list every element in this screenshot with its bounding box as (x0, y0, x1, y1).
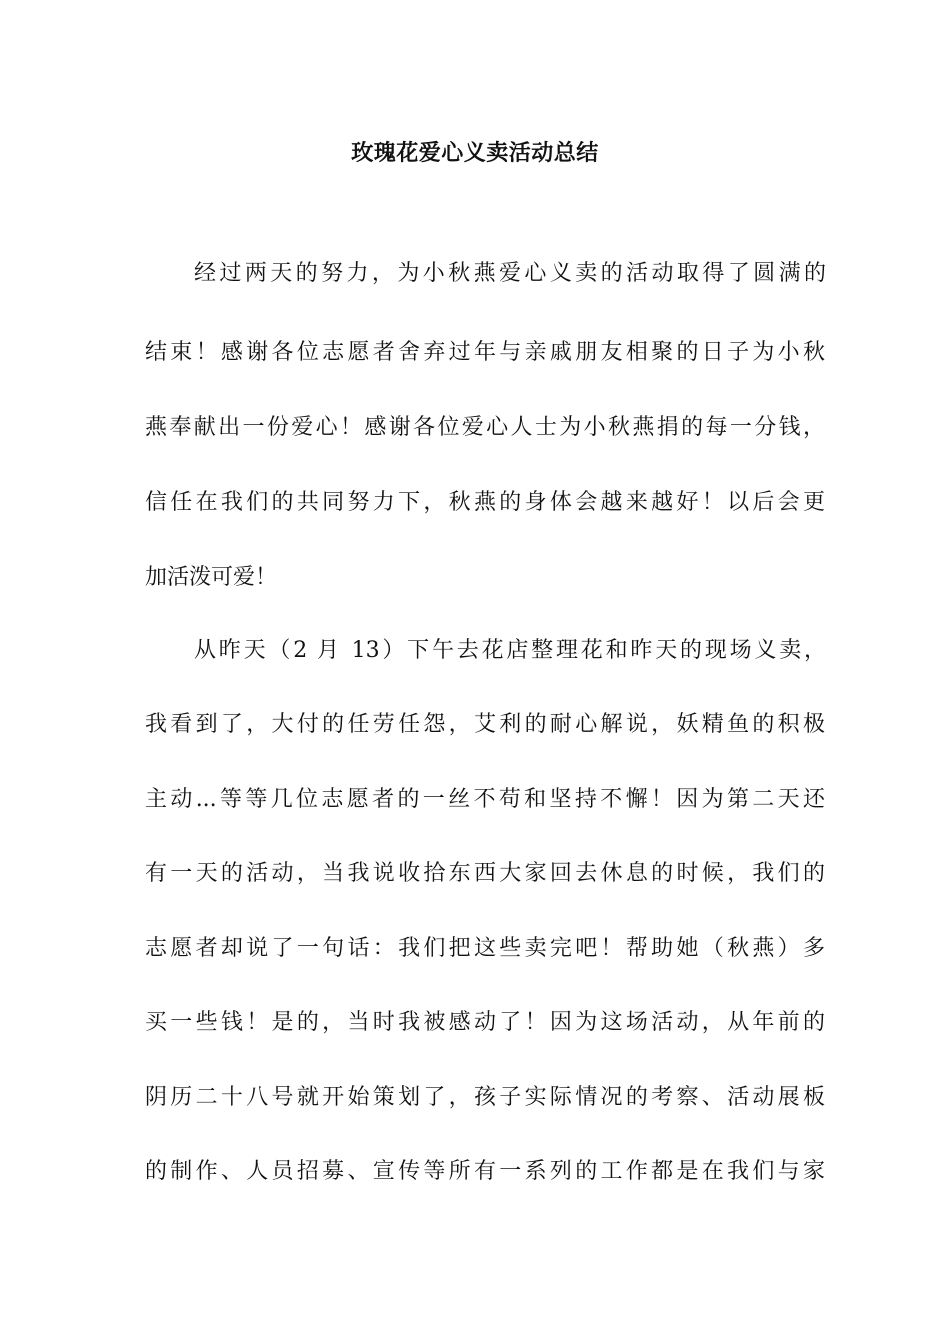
paragraph-1-line-4: 信任在我们的共同努力下，秋燕的身体会越来越好！以后会更 (145, 490, 825, 515)
paragraph-1-line-2: 结束！感谢各位志愿者舍弃过年与亲戚朋友相聚的日子为小秋 (145, 340, 825, 365)
paragraph-2-line-1: 从昨天（2 月 13）下午去花店整理花和昨天的现场义卖， (194, 638, 826, 663)
paragraph-2-line-3: 主动...等等几位志愿者的一丝不苟和坚持不懈！因为第二天还 (145, 787, 825, 812)
paragraph-1-line-3: 燕奉献出一份爱心！感谢各位爱心人士为小秋燕捐的每一分钱， (145, 415, 825, 440)
paragraph-2-line-6: 买一些钱！是的，当时我被感动了！因为这场活动，从年前的 (145, 1010, 825, 1035)
paragraph-2-line-2: 我看到了，大付的任劳任怨，艾利的耐心解说，妖精鱼的积极 (145, 712, 825, 737)
document-title: 玫瑰花爱心义卖活动总结 (351, 140, 599, 166)
paragraph-2-line-7: 阴历二十八号就开始策划了，孩子实际情况的考察、活动展板 (145, 1085, 825, 1110)
paragraph-2-line-4: 有一天的活动，当我说收拾东西大家回去休息的时候，我们的 (145, 861, 825, 886)
paragraph-1-line-1: 经过两天的努力，为小秋燕爱心义卖的活动取得了圆满的 (194, 261, 826, 286)
paragraph-2-line-8: 的制作、人员招募、宣传等所有一系列的工作都是在我们与家 (145, 1159, 825, 1184)
paragraph-2-line-5: 志愿者却说了一句话：我们把这些卖完吧！帮助她（秋燕）多 (145, 936, 825, 961)
paragraph-1-line-5: 加活泼可爱！ (145, 565, 278, 590)
